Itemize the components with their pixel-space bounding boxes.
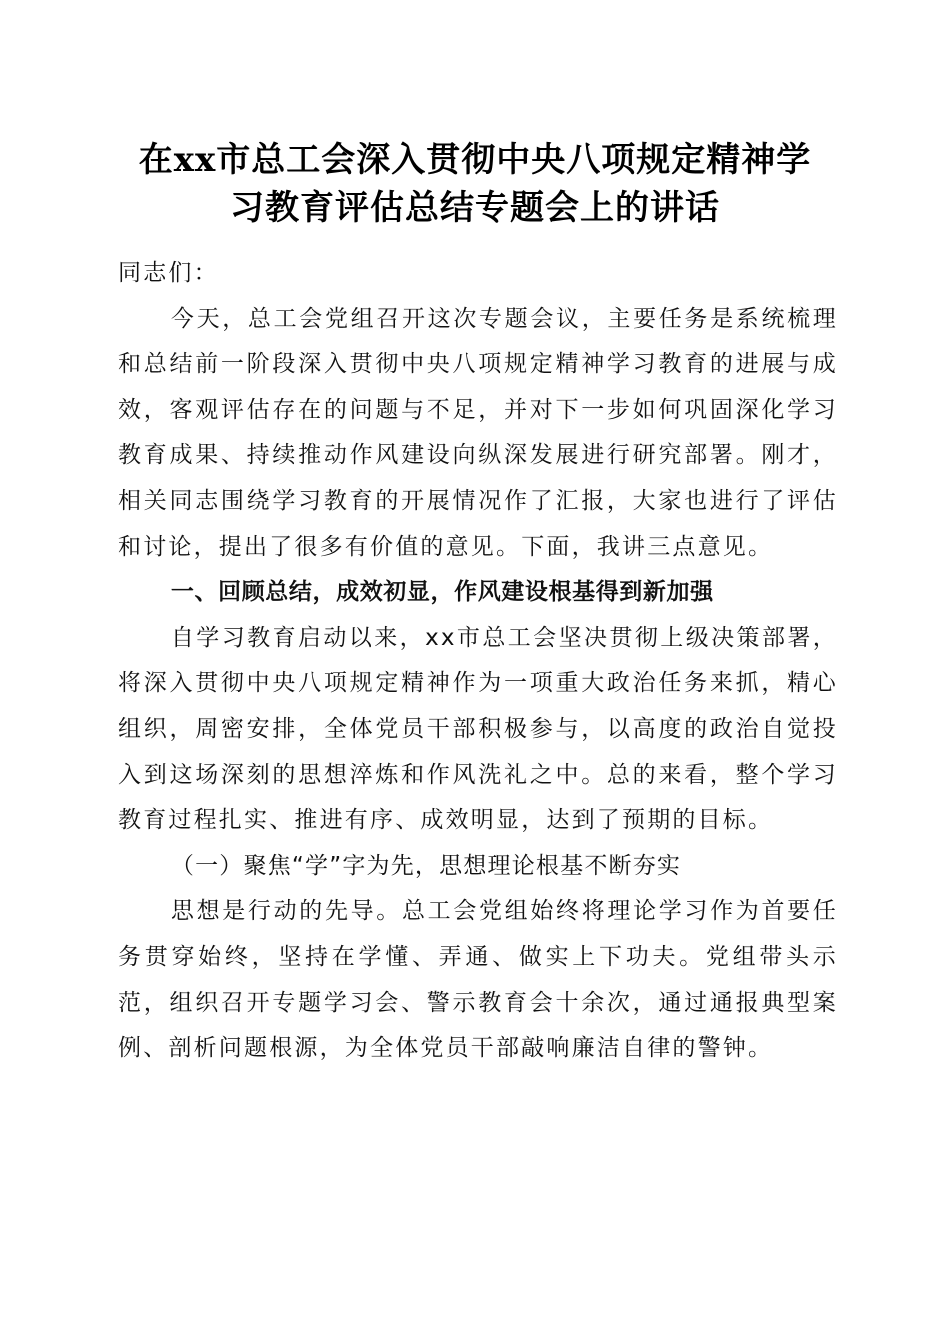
intro-paragraph: 今天，总工会党组召开这次专题会议，主要任务是系统梳理和总结前一阶段深入贯彻中央八项规定精神学习教育的进展与成效，客观评估存在的问题与不足，并对下一步如何巩固深化学习教育成果、持续推动作风建设向纵深发展进行研究部署。刚才，相关同志围绕学习教育的开展情况作了汇报，大家也进行了评估和讨论，提出了很多有价值的意见。下面，我讲三点意见。: [118, 305, 838, 560]
title-line-2: 习教育评估总结专题会上的讲话: [230, 188, 720, 228]
section-heading-1: 一、回顾总结，成效初显，作风建设根基得到新加强: [170, 579, 714, 606]
subsection-1-paragraph: 思想是行动的先导。总工会党组始终将理论学习作为首要任务贯穿始终，坚持在学懂、弄通、做实上下功夫。党组带头示范，组织召开专题学习会、警示教育会十余次，通过通报典型案例、剖析问题根源，为全体党员干部敲响廉洁自律的警钟。: [118, 898, 838, 1062]
document-title: [100, 136, 850, 232]
subsection-heading-1: （一）聚焦“学”字为先，思想理论根基不断夯实: [170, 852, 682, 879]
title-line-1: 在xx市总工会深入贯彻中央八项规定精神学: [138, 140, 812, 180]
document-body: [118, 251, 838, 1072]
salutation: 同志们：: [118, 260, 219, 286]
section-1-paragraph: 自学习教育启动以来，xx市总工会坚决贯彻上级决策部署，将深入贯彻中央八项规定精神作为一项重大政治任务来抓，精心组织，周密安排，全体党员干部积极参与，以高度的政治自觉投入到这场深刻的思想淬炼和作风洗礼之中。总的来看，整个学习教育过程扎实、推进有序、成效明显，达到了预期的目标。: [118, 624, 838, 834]
